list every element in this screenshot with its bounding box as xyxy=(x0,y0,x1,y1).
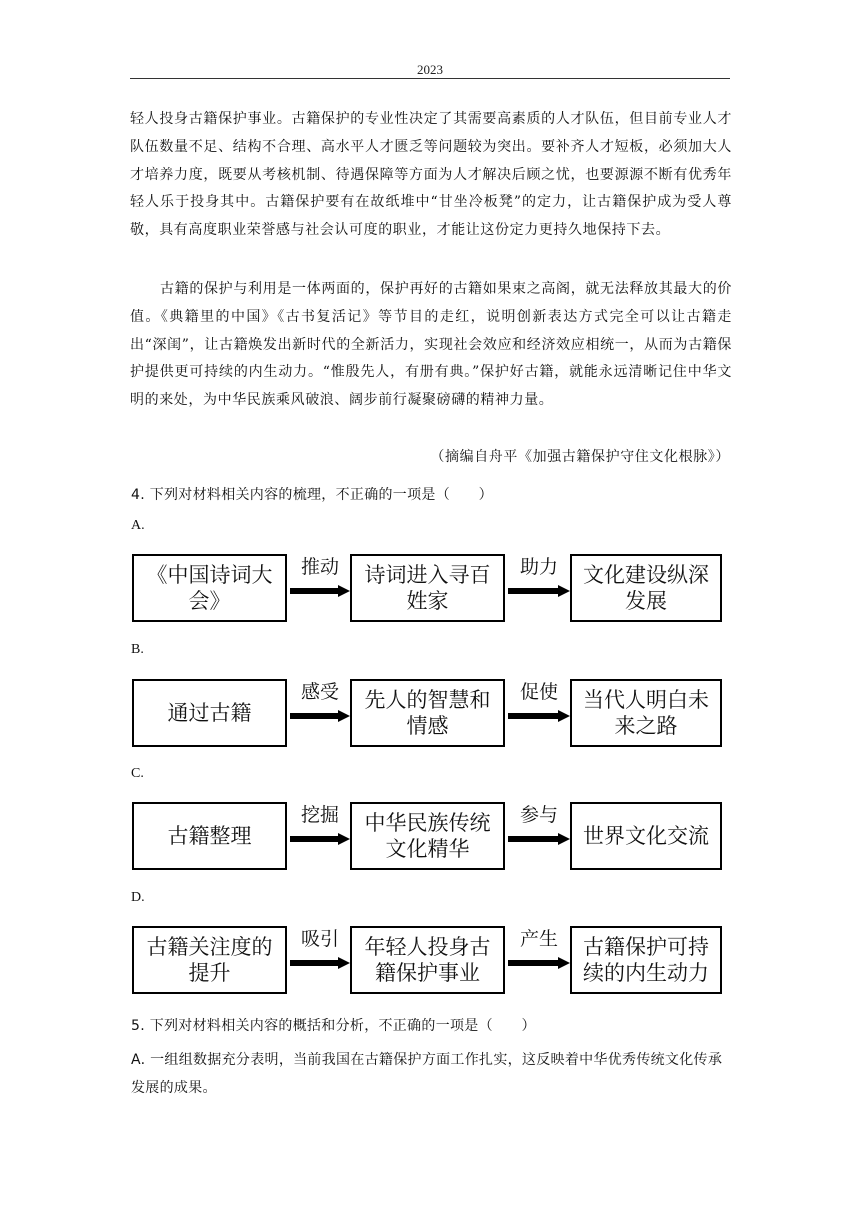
right-arrow-icon xyxy=(290,585,350,597)
arrow-label: 感受 xyxy=(300,681,339,703)
passage-source: （摘编自舟平《加强古籍保护守住文化根脉》） xyxy=(430,449,730,465)
right-arrow-icon xyxy=(508,833,570,845)
flow-box: 中华民族传统文化精华 xyxy=(350,802,505,870)
right-arrow-icon xyxy=(508,710,570,722)
right-arrow-icon xyxy=(290,957,350,969)
option-a-label: A. xyxy=(131,518,145,533)
option-d-flowchart xyxy=(130,926,730,998)
right-arrow-icon xyxy=(508,957,570,969)
flow-box: 先人的智慧和情感 xyxy=(350,679,505,747)
arrow-label: 推动 xyxy=(300,556,339,578)
page-header-year: 2023 xyxy=(417,62,443,77)
flow-box: 古籍保护可持续的内生动力 xyxy=(570,926,722,994)
arrow-label: 参与 xyxy=(519,804,558,826)
flow-box: 文化建设纵深发展 xyxy=(570,554,722,622)
question-5-stem: 5. 下列对材料相关内容的概括和分析，不正确的一项是（ ） xyxy=(131,1018,536,1034)
right-arrow-icon xyxy=(290,710,350,722)
arrow-label: 产生 xyxy=(519,928,558,950)
flow-box: 世界文化交流 xyxy=(570,802,722,870)
arrow-label: 吸引 xyxy=(300,928,339,950)
option-b-flowchart xyxy=(130,679,730,751)
option-b-label: B. xyxy=(131,642,144,657)
flow-box: 古籍关注度的提升 xyxy=(132,926,287,994)
option-d-label: D. xyxy=(131,890,145,905)
flow-box: 当代人明白未来之路 xyxy=(570,679,722,747)
flow-box: 通过古籍 xyxy=(132,679,287,747)
right-arrow-icon xyxy=(290,833,350,845)
flow-box: 古籍整理 xyxy=(132,802,287,870)
arrow-label: 助力 xyxy=(519,556,558,578)
option-c-label: C. xyxy=(131,766,144,781)
question-4-stem: 4. 下列对材料相关内容的梳理，不正确的一项是（ ） xyxy=(131,487,493,503)
passage-paragraph-2: 古籍的保护与利用是一体两面的，保护再好的古籍如果束之高阁，就无法释放其最大的价值。《典籍里的中国》《古书复活记》等节目的走红，说明创新表达方式完全可以让古籍走出“深闺”，让古籍焕发出新时代的全新活力，实现社会效应和经济效应相统一，从而为古籍保护提供更可持续的内生动力。“惟殷先人，有册有典。”保护好古籍，就能永远清晰记住中华文明的来处，为中华民族乘风破浪、阔步前行凝聚磅礴的精神力量。 xyxy=(130,281,732,409)
flow-box: 《中国诗词大会》 xyxy=(132,554,287,622)
flow-box: 诗词进入寻百姓家 xyxy=(350,554,505,622)
question-5-option-a: A. 一组组数据充分表明，当前我国在古籍保护方面工作扎实，这反映着中华优秀传统文化传承发展的成果。 xyxy=(131,1052,723,1096)
option-a-flowchart xyxy=(130,554,730,626)
right-arrow-icon xyxy=(508,585,570,597)
arrow-label: 挖掘 xyxy=(300,804,339,826)
arrow-label: 促使 xyxy=(519,681,558,703)
header-rule xyxy=(130,78,730,79)
flow-box: 年轻人投身古籍保护事业 xyxy=(350,926,505,994)
option-c-flowchart xyxy=(130,802,730,874)
passage-paragraph-1: 轻人投身古籍保护事业。古籍保护的专业性决定了其需要高素质的人才队伍，但目前专业人才队伍数量不足、结构不合理、高水平人才匮乏等问题较为突出。要补齐人才短板，必须加大人才培养力度，既要从考核机制、待遇保障等方面为人才解决后顾之忧，也要源源不断有优秀年轻人乐于投身其中。古籍保护要有在故纸堆中“甘坐冷板凳”的定力，让古籍保护成为受人尊敬，具有高度职业荣誉感与社会认可度的职业，才能让这份定力更持久地保持下去。 xyxy=(130,111,732,239)
